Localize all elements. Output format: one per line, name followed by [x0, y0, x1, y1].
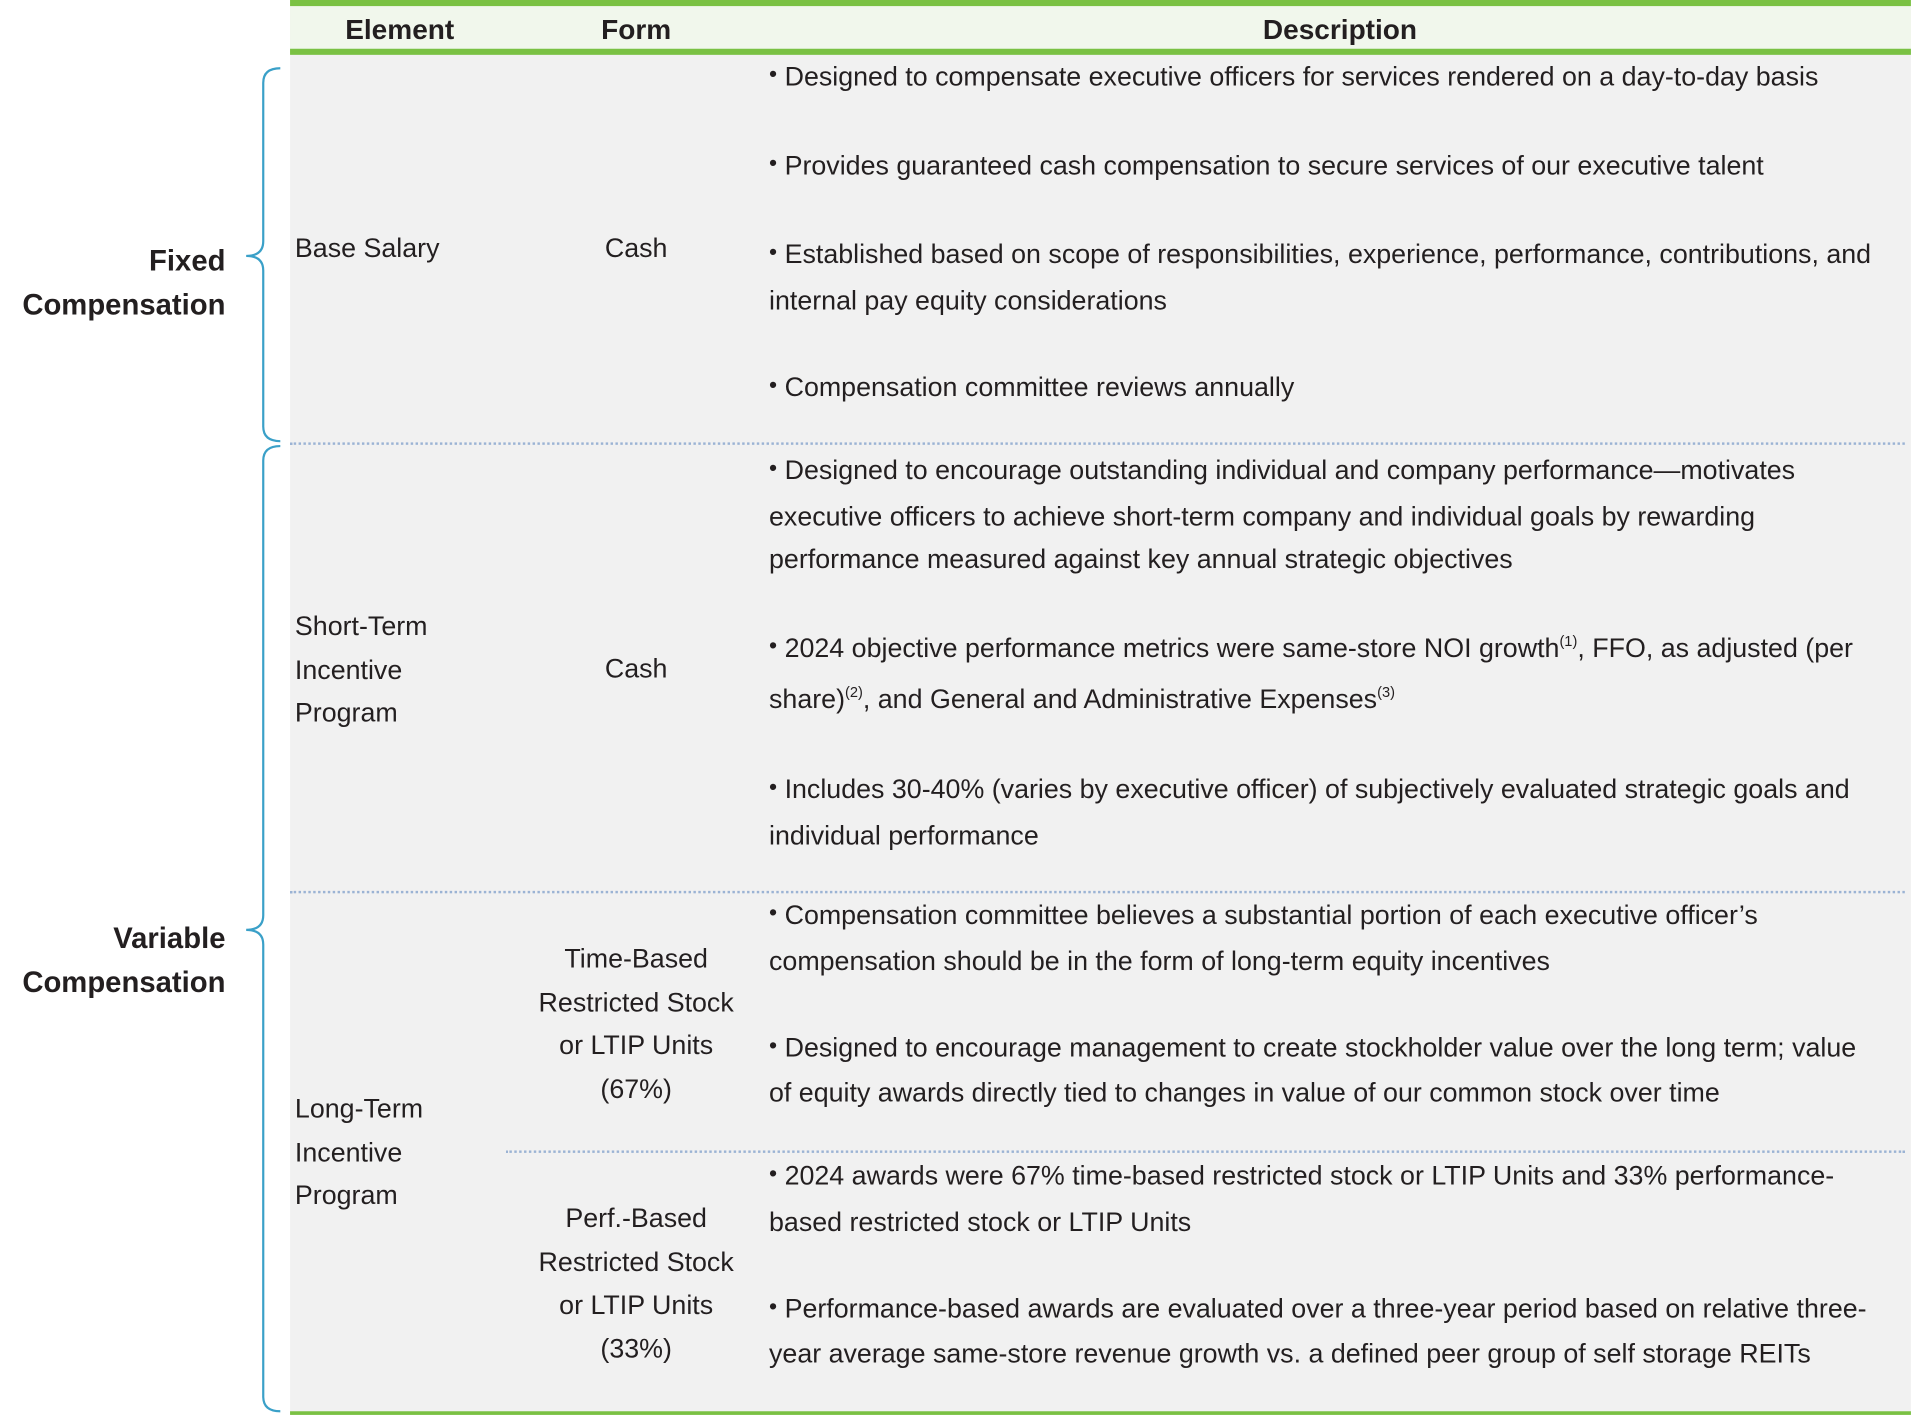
- table-top-rule: [290, 0, 1911, 6]
- list-item: • Designed to encourage outstanding individual and company performance—motivates executive officers to achieve short-term company and individual goals by rewarding performance measured against key annual strategic objectives: [768, 454, 1796, 575]
- variable-brace: [246, 446, 280, 1411]
- table-bottom-rule: [290, 1411, 1911, 1415]
- fixed-compensation-label: [22, 240, 225, 328]
- list-item: • Established based on scope of responsibilities, experience, performance, contributions, and internal pay equity considerations: [768, 239, 1872, 316]
- variable-label-line-1: Variable: [113, 922, 226, 956]
- base-salary-form: Cash: [604, 232, 668, 264]
- row-divider-3: [506, 1150, 1905, 1152]
- list-item: • Compensation committee believes a substantial portion of each executive officer’s compensation should be in the form of long-term equity incentives: [768, 899, 1758, 976]
- base-salary-description: [769, 55, 1884, 412]
- short-term-element: Short-Term Incentive Program: [294, 610, 428, 728]
- perf-based-form: Perf.-Based Restricted Stock or LTIP Units (33%): [538, 1202, 734, 1364]
- time-based-form: Time-Based Restricted Stock or LTIP Units (67%): [538, 943, 734, 1104]
- short-term-description: [769, 448, 1884, 856]
- fixed-label-line-2: Compensation: [22, 288, 226, 322]
- footnote-2: (2): [844, 684, 863, 702]
- header-form: Form: [601, 13, 672, 46]
- base-salary-element: Base Salary: [294, 232, 440, 264]
- fixed-label-line-1: Fixed: [149, 244, 226, 278]
- list-item: • Performance-based awards are evaluated over a three-year period based on relative three-year average same-store revenue growth vs. a defined peer group of self storage REITs: [768, 1292, 1867, 1370]
- variable-label-line-2: Compensation: [22, 966, 226, 1000]
- short-term-form: Cash: [604, 653, 668, 684]
- list-item: • Includes 30-40% (varies by executive officer) of subjectively evaluated strategic goals and individual performance: [768, 773, 1850, 851]
- row-divider-1: [290, 442, 1905, 444]
- category-braces: [0, 0, 292, 1419]
- header-description: Description: [1262, 13, 1418, 46]
- list-item: • 2024 objective performance metrics were same-store NOI growth$^{(1)}$, FFO, as adjusted (per share)$^{(2)}$, and General and Administrative Expenses$^{(3)}$: [768, 632, 1853, 715]
- list-item: • Compensation committee reviews annually: [768, 371, 1295, 403]
- footnote-3: (3): [1377, 684, 1395, 702]
- list-item: • 2024 awards were 67% time-based restricted stock or LTIP Units and 33% performance-based restricted stock or LTIP Units: [768, 1160, 1835, 1237]
- list-item: • Designed to compensate executive officers for services rendered on a day-to-day basis: [768, 60, 1819, 92]
- header-element: Element: [345, 13, 455, 46]
- perf-based-description: [769, 1154, 1884, 1376]
- time-based-description: [769, 893, 1884, 1115]
- list-item: • Designed to encourage management to create stockholder value over the long term; value of equity awards directly tied to changes in value of our common stock over time: [768, 1031, 1857, 1109]
- footnote-1: (1): [1559, 632, 1578, 651]
- long-term-element: Long-Term Incentive Program: [294, 1093, 424, 1211]
- list-item: • Provides guaranteed cash compensation to secure services of our executive talent: [768, 150, 1764, 181]
- fixed-brace: [246, 68, 280, 441]
- variable-compensation-label: [22, 918, 225, 1006]
